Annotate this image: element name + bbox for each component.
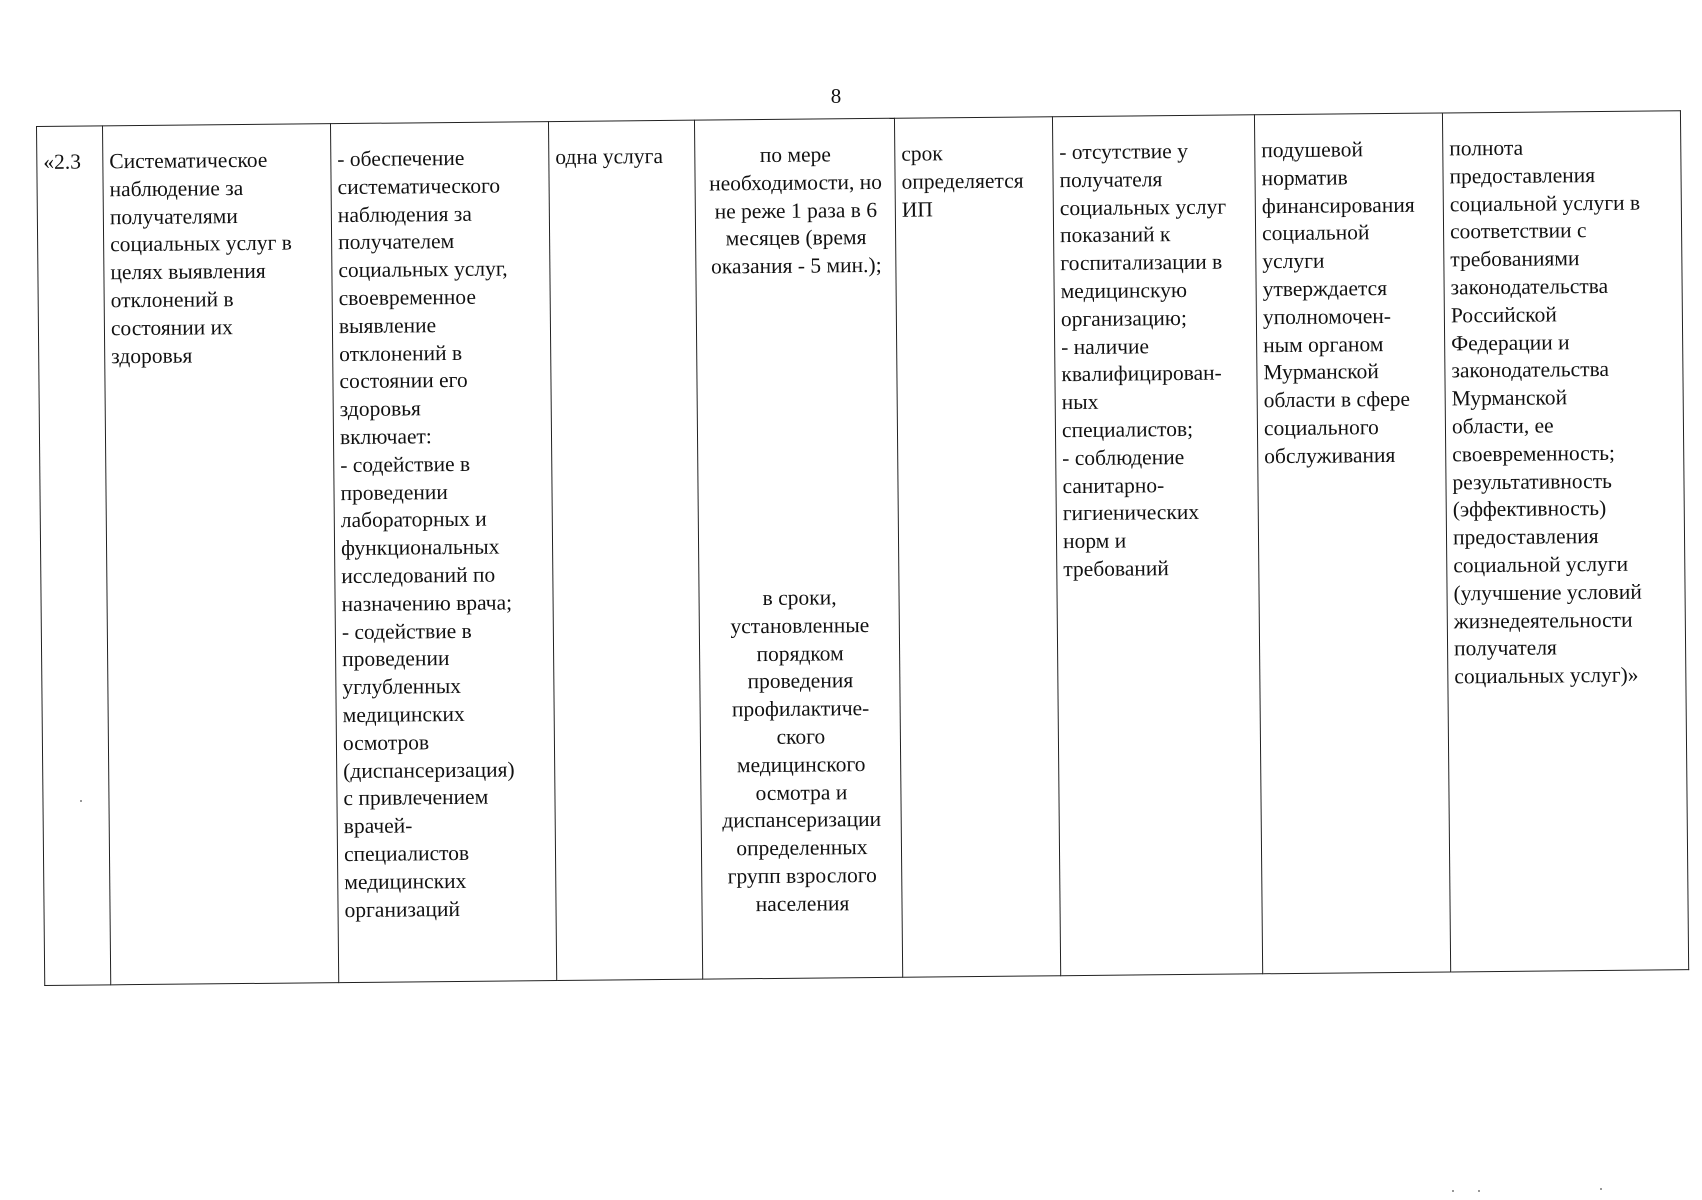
- text-line: организацию;: [1060, 305, 1187, 331]
- text-line: углубленных: [342, 674, 462, 700]
- text-line: оказания - 5 мин.);: [711, 253, 882, 279]
- text-line: медицинских: [342, 701, 465, 728]
- text-line: получателя: [1059, 166, 1163, 192]
- text-line: (улучшение условий: [1453, 579, 1642, 606]
- cell-conditions: [1052, 115, 1262, 976]
- text-line: наблюдение за: [109, 175, 244, 202]
- text-line: определяется: [901, 168, 1024, 194]
- text-line: отклонений в: [110, 287, 234, 313]
- text-line: осмотров: [342, 729, 430, 755]
- text-line: - содействие в: [341, 618, 472, 644]
- text-line: по мере: [759, 142, 831, 168]
- text-line: включает:: [339, 424, 432, 450]
- text-line: организаций: [344, 896, 461, 922]
- text-line: проведении: [340, 479, 448, 505]
- text-line: соответствии с: [1449, 218, 1587, 244]
- text-line: санитарно-: [1062, 472, 1165, 498]
- text-line: целях выявления: [110, 258, 266, 285]
- text-line: срок: [901, 141, 943, 166]
- text-line: исследований по: [341, 562, 496, 589]
- text-line: назначению врача;: [341, 590, 513, 616]
- text-line: необходимости, но: [709, 169, 883, 196]
- cell-periodicity: [694, 118, 902, 979]
- text-line: показаний к: [1059, 222, 1171, 248]
- text-line: выявление: [338, 312, 437, 338]
- text-line: утверждается: [1262, 276, 1388, 302]
- text-line: гигиенических: [1062, 500, 1200, 526]
- text-line: госпитализации в: [1060, 249, 1223, 276]
- text-line: своевременность;: [1452, 440, 1616, 467]
- text-line: получателем: [338, 229, 455, 255]
- cell-service-name: [103, 124, 339, 985]
- service-standard-table: [36, 110, 1689, 986]
- periodicity-dispensary: [705, 584, 896, 919]
- text-line: подушевой: [1261, 137, 1364, 163]
- text-line: осмотра и: [755, 779, 848, 805]
- text-line: ского: [776, 724, 826, 749]
- text-line: законодательства: [1451, 357, 1610, 383]
- text-line: социального: [1263, 415, 1379, 441]
- text-line: получателями: [109, 203, 238, 229]
- text-line: систематического: [337, 173, 501, 199]
- text-line: населения: [755, 890, 850, 916]
- text-line: квалифицирован-: [1061, 361, 1222, 387]
- text-line: с привлечением: [343, 785, 489, 811]
- cell-quality: [1442, 111, 1688, 972]
- scan-speck: [1600, 1188, 1602, 1190]
- text-line: социальных услуг)»: [1454, 662, 1639, 689]
- service-term: [901, 139, 1048, 224]
- text-line: состоянии его: [339, 368, 468, 394]
- text-line: норматив: [1261, 165, 1348, 191]
- text-line: области в сфере: [1263, 386, 1411, 413]
- text-line: наблюдения за: [337, 201, 472, 227]
- scan-speck: [80, 800, 82, 802]
- text-line: жизнедеятельности: [1453, 607, 1633, 633]
- text-line: групп взрослого: [727, 862, 877, 889]
- text-line: (диспансеризация): [343, 756, 515, 783]
- text-line: (эффективность): [1452, 496, 1607, 522]
- service-name: [109, 146, 327, 370]
- text-line: месяцев (время: [725, 225, 867, 251]
- service-conditions: [1059, 137, 1253, 584]
- text-line: законодательства: [1450, 273, 1609, 300]
- text-line: услуги: [1262, 248, 1325, 274]
- periodicity-regular: [701, 141, 890, 282]
- text-line: Систематическое: [109, 147, 268, 174]
- text-line: полнота: [1449, 135, 1524, 161]
- text-line: ИП: [901, 196, 934, 222]
- cell-volume-unit: [548, 120, 702, 980]
- text-line: социальной: [1261, 220, 1370, 246]
- text-line: предоставления: [1452, 524, 1599, 550]
- text-line: требованиями: [1450, 246, 1580, 272]
- cell-number: [37, 126, 111, 986]
- text-line: Мурманской: [1263, 359, 1379, 385]
- page-number: 8: [830, 84, 842, 108]
- text-line: - содействие в: [340, 451, 471, 477]
- text-line: медицинского: [736, 751, 866, 778]
- text-line: уполномочен-: [1262, 303, 1392, 330]
- text-line: диспансеризации: [722, 807, 882, 833]
- text-line: профилактиче-: [731, 696, 870, 722]
- text-line: требований: [1063, 556, 1169, 582]
- text-line: предоставления: [1449, 162, 1596, 189]
- row-number: «2.3: [43, 149, 82, 174]
- text-line: результативность: [1452, 468, 1612, 494]
- text-line: специалистов: [343, 840, 470, 866]
- text-line: социальной услуги в: [1449, 190, 1641, 217]
- text-line: финансирования: [1261, 192, 1415, 218]
- quality-indicators: [1449, 133, 1680, 691]
- text-line: медицинских: [344, 868, 467, 894]
- text-line: лабораторных и: [340, 507, 487, 533]
- text-line: ным органом: [1263, 331, 1384, 357]
- text-line: проведения: [747, 668, 854, 694]
- text-line: обслуживания: [1264, 442, 1396, 468]
- text-line: Российской: [1450, 302, 1557, 328]
- text-line: не реже 1 раза в 6: [714, 197, 878, 224]
- text-line: социальной услуги: [1453, 551, 1629, 578]
- text-line: области, ее: [1451, 413, 1554, 439]
- cell-financing: [1254, 113, 1450, 974]
- volume-unit: [555, 143, 689, 172]
- text-line: - наличие: [1061, 333, 1150, 359]
- text-line: одна услуга: [555, 143, 664, 170]
- text-line: получателя: [1453, 635, 1558, 661]
- cell-term: [894, 117, 1060, 977]
- text-line: специалистов;: [1061, 416, 1194, 443]
- service-description: [337, 144, 550, 924]
- text-line: функциональных: [340, 534, 500, 561]
- text-line: проведении: [342, 646, 450, 672]
- text-line: социальных услуг,: [338, 256, 508, 283]
- text-line: социальных услуг: [1059, 194, 1227, 220]
- text-line: социальных услуг в: [110, 230, 293, 257]
- text-line: врачей-: [343, 813, 413, 839]
- text-line: состоянии их: [110, 314, 233, 341]
- text-line: норм и: [1062, 528, 1127, 554]
- text-line: - соблюдение: [1062, 444, 1185, 470]
- text-line: порядком: [756, 640, 844, 666]
- scan-speck: [1452, 1190, 1454, 1192]
- text-line: медицинскую: [1060, 277, 1188, 304]
- financing-norm: [1261, 136, 1440, 471]
- text-line: своевременное: [338, 284, 477, 311]
- text-line: определенных: [736, 835, 868, 861]
- text-line: Федерации и: [1451, 329, 1570, 356]
- text-line: - отсутствие у: [1059, 138, 1189, 165]
- text-line: Мурманской: [1451, 385, 1568, 411]
- text-line: здоровья: [111, 343, 193, 368]
- text-line: - обеспечение: [337, 145, 465, 172]
- text-line: здоровья: [339, 396, 421, 422]
- text-line: в сроки,: [762, 585, 837, 611]
- text-line: ных: [1061, 389, 1099, 415]
- text-line: отклонений в: [339, 340, 463, 366]
- text-line: установленные: [730, 612, 870, 639]
- cell-service-description: [330, 122, 556, 983]
- table-row: [37, 111, 1689, 986]
- scan-speck: [1478, 1190, 1480, 1192]
